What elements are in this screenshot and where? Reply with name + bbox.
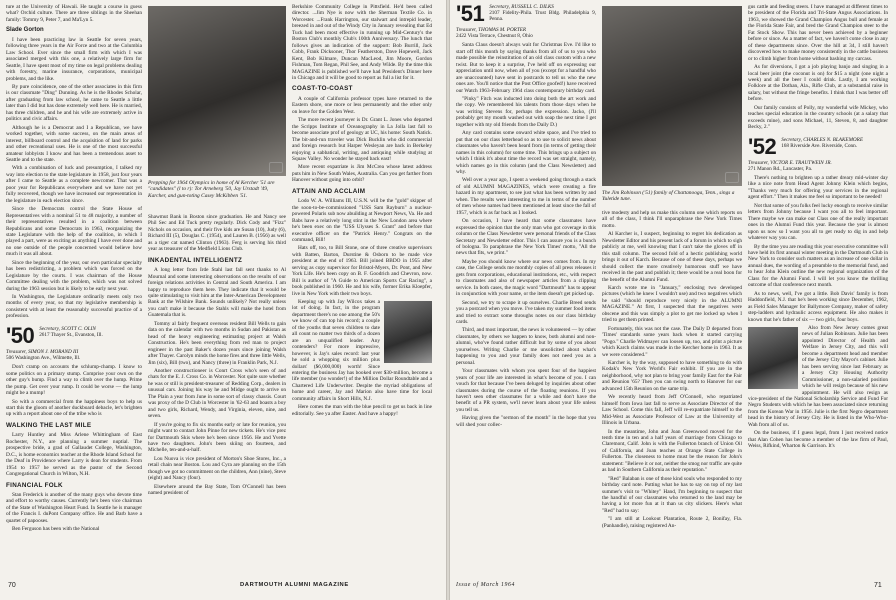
treasurer-address: 2422 Vista Terrace, Chestnut 8, Ohio <box>456 33 533 40</box>
paragraph: I have been practicing law in Seattle for seven years, following three years in the Air Force and two at the Columbia Law School. Ever since the small firm with which I was associated merged with this one, a relatively large firm for Seattle, I have spent most of my time on legal problems dealing with forestry, marine insurance, corporations, municipal problems, and the like. <box>6 36 142 82</box>
section-heading: WALKING THE LAST MILE <box>6 421 92 429</box>
paragraph: Since the beginning of the year, our own particular specialty has been redistricting, a problem which was forced on the Legislature by the courts. I was chairman of the House Committee dealing with the problem, which was not solved during the 1963 session but is likely to be early next year. <box>6 259 142 292</box>
class-officers <box>489 4 596 23</box>
class-year: '52 <box>748 133 777 159</box>
paragraph: Elsewhere around the Bay State, Tom O'Connell has been named president of <box>148 483 286 497</box>
left-page <box>0 0 446 600</box>
section-heading: ATTAIN AND ACCLAIM <box>292 187 366 195</box>
paragraph: Well over a year ago, I spent a weekend going through a stack of old ALUMNI MAGAZINES, which were creating a fire hazard in my apartment, to see just what has been written by and when. The results were interesting to me in terms of the number of men whose names had been mentioned at least since the fall of 1957, which is as far back as I looked. <box>456 177 596 216</box>
secretary: Secretary, SCOTT C. OLIN <box>39 325 96 332</box>
treasurer-address: 506 Washington Ave., Wilmette, Ill. <box>6 355 81 362</box>
robinson-portrait-photo <box>748 327 798 389</box>
paragraph: Stan Frederick is another of the many guys who devote time and effort to worthy causes. Currently he's been vice chairman of the State of Washington Heart Fund. In Seattle he is manager of the Francis I. duPont Company office. He and Barb have a quartet of papooses. <box>6 491 142 524</box>
paragraph: "Pinky" Fitch was inducted into doing both the art work and the copy. We remembered his talents from those days when he was writing Stevens for, perhaps the expression. Jacko, (I'll probably get my mouth washed out with soap the next time I get together with my old friends from the Daily D.) <box>456 96 596 128</box>
paragraph: Berkshire Community College in Pittsfield. He'd been called director. ...Jim Nye is now with the Sherman Textile Co. in Worcester. ...Frank Harrington, our stalwart and intrepid leader, breezed in and out of the Windy City in January revealing that Ed Tuck had been most effective in running up Mid-Century's the Boston Club's monthly Club's 100th Anniversary. The lunch that follows gives an indication of the support: Bob Burrill, Jack Cobb, Frank Dicksoner, Thor Featherston, Dave Hopewell, Jack Kent, Bob Kilmare, Duncan MacLeod, Jim Moore, Gordon Fishman, Tom Regan, Phil See, and Andy Wilde. By the time this MAGAZINE is published we'll have had President's Dinner here in Chicago and it will be good to report as full a list for it. <box>292 4 432 81</box>
secretary-address: 168 Riverside Ave. Riverside, Conn. <box>781 142 858 149</box>
paragraph: Second, we try to scrape it up ourselves. Charlie Breed sends you a postcard when you move. I've taken my summer food items and tried to extract some throughs notes on our class birthday cards. <box>456 299 596 325</box>
paragraph: Having given the "sermon of the month" in the hope that you will shed your collec- <box>456 415 596 428</box>
paragraph: Hats off, too, to Bill Stone, one of three creative supervisors with Batten, Barton, Durstine & Osborn to be made vice president at the end of 1963. Bill joined BBDO in 1955 after serving as copy supervisor for Bristol-Myers, Dr. Pont, and New York Life. He's been copy on B. F. Goodrich and Chevron, now. Bill is author of "A Guide to American Sports Car Racing", a book published in 1960. He and his wife, former Erika Kloepfer, live in New York with their two boys. <box>292 245 432 297</box>
paragraph: We recently heard from Jeff O'Connell, who repatriated himself from Iowa last fall to serve as Associate Director of the Law School. Come this fall, Jeff will re-expatriate himself to the Mid-West as Associate Professor of Law at the University of Illinois in Urbana. <box>602 394 742 427</box>
paragraph: Here comes the man with the blue pencil to get us back in line editorially. See ya after Easter. And have a happy! <box>292 404 432 417</box>
class-header <box>748 133 888 159</box>
paragraph: "Red" Balaban is one of those kind souls who responded to my birthday card note. Putting what he has to say on top of my last summer's visit to "Whitey" Hand, I'm beginning to suspect that the handful of our classmates who returned to the land may be having a lot more fun at it than us city slickers. Here's what "Red" had to say: <box>602 475 742 514</box>
secretary-address: 2107 Fidelity-Phila. Trust Bldg. Philadelphia 9, Penna. <box>489 10 596 23</box>
secretary: Secretary, RUSSELL C. DILKS <box>489 4 554 10</box>
paragraph: A long letter from Irde Stahl last fall sent thanks to Al Mournal and some interesting observations on the results of our foreign relations activities in Central and South America. I am happy to reproduce them here. They indicate that it would be quite stimulating to visit him at the Inter-American Development Bank at the Wilshire Bank. Sounds unlikely? Not really unless you can't make it because the Stahls will make the hotel from Guatemala that is. <box>148 267 286 319</box>
paragraph: Maybe you should know where our news comes from. In my case, the College sends me monthly copies of all press releases it gets from corporations, educational institutions, etc., with respect to classmates and also of newspaper articles from a clipping service. In both cases, the magic word "Dartmouth" has to appear in conjunction with your name, or the item doesn't get picked up. <box>456 258 596 298</box>
paragraph: Keeping up with Jay Wilcox takes a lot of doing. In fact, in the program department there's no one among the 50's we know of can top his record; a couple of the youths that seven children to date all count no matter two thirds of a dozen are an unqualified leader. Any contenders? For more impressive, however, is Jay's sales record: last year he sold a whopping six million plus dollars' ($6,000,000) worth! Since entering the business Jay has booked over $30-million, become a life member (no wonder!) of the Million Dollar Roundtable and a Chartered Life Underwriter. Despite the myriad obligations of home and career, Jay and Marion also have time for local community affairs in Short Hills, N.J. <box>292 299 432 402</box>
paragraph: Also from New Jersey comes great news of Julian Robinson. Julie has been appointed Director of Health and Welfare in Jersey City, and this will become a department head and member of the Jersey City Mayor's cabinet. Julie has been serving since last February as a Jersey City Housing Authority Commissioner, a non-salaried position which he will resign because of his new appointment. He will also resign as vice-president of the National Scholarship Service and Fund For Negro Students with which he has been associated since returning from the Korean War in 1956. Julie is the first Negro department head in the history of Jersey City. He is listed in the Who-Who-Wah from all of us. <box>748 324 888 428</box>
paragraph: Third, and most important, the news is volunteered — by other classmates, by others we happen to know, both alumni and non-alumni, who've found rather difficult but by some of you about yourselves. Writing Charlie or me unsolicited about what's happening to you and your family does not need you as a personal. <box>456 327 596 366</box>
intro-paragraph: ture at the University of Hawaii. He taught a course in guess what? Orchid culture. There are three siblings in the Sheehan family: Tommy 9, Peter 7, and Ma'Lyn 5. <box>6 4 142 23</box>
secretary-address: 2617 Thayer St., Evanston, Ill. <box>39 332 103 339</box>
olympics-photo <box>148 6 286 176</box>
photo-caption: Prepping for 1964 Olympics in home of Al Kercher '51 are "candidates" (l to r): Tor Arneberg '50, Jay Urstadt '49, Karcher, and gun-toting Casey McKibben '51. <box>148 180 275 199</box>
right-column-2 <box>602 210 742 578</box>
treasurer-block <box>6 349 142 361</box>
paragraph: Shawmut Bank in Boston since graduation. He and Nancy see Phil Sec and Ed Tuck pretty regularly. Dick Cody and "Fizz" Nichols on occasion, and their five kids are Susan (10), Judy (6), Richard III (5), Douglas C. (1954), and Lauren B. (1956) as well as a tiger cat named Clinton (1963). Ferg is serving his third year as treasurer of the Medfield Lions Club. <box>148 214 286 253</box>
paragraph: More recent expatriate is Jim McCrea whose latest address puts him in New South Wales, Australia. Can you get farther from Hanover without going into orbit? <box>292 164 432 184</box>
issue-footer: Issue of March 1964 <box>456 582 516 588</box>
paragraph: Not that some of you folks feel lucky enough to receive similar letters from Johnny because I want you all to feel important. There maybe we can make our Class one of the really important ones in the Alumni Fund this year. Because the year is almost upon us now so I want you all to get ready to dig in and help whatever way you can. <box>748 202 888 242</box>
paragraph: Since the Democrats control the State House of Representatives with a nominal 51 to 48 majority, a number of their representatives resulted in a coalition between Republicans and some Democrats in 1963, reorganizing the state Legislature with the help of the coalition, in which I played a part, were as exciting as anything I have ever done and no one outside of the people concerned would believe how much it was all about. <box>6 206 142 258</box>
treasurer: Treasurer, SIMON J. MORAND III <box>6 348 79 355</box>
paragraph: Any card contains some onward white space, and I've tried to put that on our class letterhead so as to use to solicit news about classmates who haven't been heard from (in terms of getting their names in this column) for some time. This brings up a subject on which I think it's about time the record was set straight, namely, which names go in this column (and the Class Newsletter) and why. <box>456 130 596 176</box>
class-header <box>6 322 142 348</box>
class-year: '50 <box>6 322 35 348</box>
page-number: 71 <box>874 582 882 589</box>
paragraph: By the time you are reading this your executive committee will have held its first annual winter meeting in the Dartmouth Club in New York to consider such matters as an increase of one dollar in annual dues, the wording of a preamble to the memorial fund, and to hear John Klein outline the new regional organization of the Class for the Alumni Fund. I will let you know the thrilling outcome of that conference next month. <box>748 243 888 289</box>
left-column-1 <box>6 4 142 580</box>
paragraph: tive modesty and help us make this column one which reports on all of the class, I think I'll unparaphrase the New York Times motto. <box>602 210 742 229</box>
paragraph: Al Karcher is, I suspect, beginning to regret his dedication as Newsletter Editor and his present lack of a forum in which to sigh publicly at me, well knowing that I can't take the gloves off in this stall column. The second fold of a hectic publishing world brings it out of Karch. Because of one of these days, perhaps we should collect the more creatively humorous stuff we have received in the past and publish it; there would be a real boon for the benefit of the Alumni Fund. <box>602 231 742 283</box>
class-officers <box>781 137 863 149</box>
paragraph: Your classmates with whom you spent four of the happiest years of your life are interested in what's become of you. I can vouch for that because I've been deluged by inquiries about other classmates during the course of the floating reunions. If you haven't seen other classmates for a while and don't have the benefit of a PR system, we'll never learn about your life unless you tell us. <box>456 368 596 413</box>
paragraph: A couple of California professor types have returned to the Eastern shore, one more or less permanently and the other only on leave for the Golden West. <box>292 95 432 115</box>
section-heading: COAST-TO-COAST <box>292 85 353 93</box>
paragraph: Karcher is, by the way, supposed to have something to do with Kodak's New York World's Fair exhibit. If you are in the neighborhood, why not plan to bring your family East for the Fair and Reunion '65? Then you can swing north to Hanover for our advanced 15th Reunion on the same trip. <box>602 359 742 392</box>
treasurer-block <box>456 27 596 39</box>
paragraph: Lou Nuova is vice president of Morton's Shoe Stores, Inc., a retail chain near Boston. Lou and Cyra are planning on the 15th though we got no commitment on the children, Ann (nine), Steve (eight) and Nancy (four). <box>148 455 286 482</box>
paragraph: On the business, if I guess legal, from I just received notice that Alan Cohen has become a member of the law firm of Paul, Weiss, Rifkind, Wharton & Garrison. It's <box>748 430 888 450</box>
paragraph: With a combination of luck and presumption, I talked my way into election to the state legislature in 1958, just four years after I came to Seattle as a complete newcomer. That was a poor year for Republicans everywhere and we have not yet fully recovered, though we have increased our representation in the legislature in each election since. <box>6 165 142 204</box>
paragraph: As to news, well, I've got a little. Bob Davis' family is from Haddonfield, N.J. that he's been working since December, 1962, as Field Sales Manager for Ballymore Company, maker of safety step-ladders and hydraulic access equipment. He also makes it known that he's father of six — two girls, four boys. <box>748 290 888 323</box>
treasurer-address: 271 Manon Rd., Lancaster, Pa. <box>748 165 813 172</box>
treasurer: Treasurer, THOMAS M. PORTER <box>456 27 527 33</box>
section-heading: INKADENTAL INTELLIGENTZ <box>148 256 243 264</box>
paragraph: Tommy al fairly frequent overseas resident Bill Wells to gain data on the calendar with two months in Sudan and Pakistan as head of the heavy engineering estimating project at Walsh Construction. He's been everything from red man to project engineer in the past Baker's dozen years since joining Walsh after Thayer. Carolyn minds the home fires and three little Wells, Jim (six), Bill (two), and Nancy (three) in Franklin Park, N.J. <box>148 320 286 366</box>
paragraph: If you're going to fix six months early or late for reunion, you might want to contact John Pinne for new tickets. He's vice prez for Dartmouth Skis where he's been since 1956. He and Yvette have two daughters. John's been skiing on fourteen, and Michelle, ten-and-a-half. <box>148 421 286 454</box>
paragraph: In Washington, the Legislature ordinarily meets only two months of every year, so that my legislative membership is consistent with at least the reasonably successful practice of a profession. <box>6 294 142 320</box>
paragraph: Don't cramp on accounts the schlump-champ. I know to some politics on a primary stump. Comprise your own on the other guy's bump. Find a way to climb over the hump. Prime the pump. Get over your rump. It could be worse — the lump might be a mump! <box>6 364 142 397</box>
paragraph: In the meantime, John and Joan Greenwood moved for the tenth time in ten and a half years of marriage from Chicago to Claremont, Calif. John is with the Fullerton branch of Union Oil of California, and Joan teaches at Orange State College in Fullerton. The closeness to home must be the reason for John's statement: "Believe it or not, neither the smog nor traffic are quite as bad in Southern California as their reputation." <box>602 428 742 474</box>
paragraph: gus cattle and feeding steers. I have managed at different times to be president of the Florida and Tri-State Angus Associations. In 1963, we showed the Grand Champion Angus bull and female at the Florida State Fair, and bred the Grand Champion steer to the Fat Stock Show. This has never been achieved by a beginner before or since. As a matter of fact, we haven't come close in any of these departments since. Over the hill at 34, I still haven't discovered how to make money consistently in the cattle business or to climb higher from home without bashing my carcass. <box>748 4 888 62</box>
wilcox-portrait-photo <box>384 301 432 363</box>
class-year: '51 <box>456 4 485 26</box>
treasurer-block <box>748 160 888 172</box>
subhead: Slade Gorton <box>6 27 44 34</box>
paragraph: On occasion, I have heard that some classmates have expressed the opinion that the only man who got coverage in this column or the Class Newsletter were personal friends of the Class Secretary and Newsletter editor. This I can assure you is a bunch of bologna. To paraphrase the New York Times' motto, "All the news that fits, we print." <box>456 218 596 257</box>
left-column-3 <box>292 4 432 580</box>
treasurer: Treasurer, VICTOR E. TRAUTWEIN JR. <box>748 159 832 166</box>
paragraph: There's nothing to brighten up a rather dreary mid-winter day like a nice note from Head Agent Johnny Klein which begins, "Thanks very much for offering your services in the regional agent effort." Then it makes me feel so important to be needed! <box>748 175 888 201</box>
robinson-family-photo <box>602 6 742 186</box>
photo-caption: The Jim Robinson ('51) family of Chattanooga, Tenn., sings a Yuletide tune. <box>602 190 735 203</box>
right-column-1 <box>456 4 596 580</box>
paragraph: Although he is a Democrat and I a Republican, we have worked together, with some success, on the main areas of interest, billboard control and the acquisition of land for parks and other recreational uses. He is one of the most successful amateur lobbyists I know and has been a tremendous asset to Seattle and to the state. <box>6 124 142 163</box>
paragraph: "I am still at Lookout Plantation, Route 2, Bonifay, Fla. (Panhandle), raising registered An- <box>602 516 742 529</box>
section-heading: FINANCIAL FOLK <box>6 481 63 489</box>
paragraph: The more recent journeyer is Dr. Grant L. Jones who departed the Scripps Institute of Oceanography in La Jolla last fall to become associate prof of geology at UC, his home: South Natick. The bit-and-run traveler was Dick Bucklin who did commercial and foreign research but Harper Wesleyan are back in Berkeley enjoying a sabbatical, writing, and antiquing while studying at Squaw Valley. No wonder he stayed back east! <box>292 117 432 162</box>
class-header <box>456 4 596 24</box>
paragraph: Ben Ferguson has been with the National <box>12 526 100 533</box>
paragraph: Our family consists of Polly, my wonderful wife Mickey, who teaches special education in the country schools (at a salary that exceeds mine), and sons Michael, 11, Steven, 8, and daughter Becky, 2." <box>748 104 888 131</box>
paragraph: As for diversions, I got a job playing banjo and singing in a local beer joint (the coconut is on) for $15 a night (one night a week) and all the beer I could drink. Lastly, I am working Folklore at the Dothan, Ala., Rifle Club, at a substantial raise in salary, but without the fringe benefits. I think that I was better off before. <box>748 64 888 103</box>
class-officers <box>39 326 103 338</box>
right-page <box>450 0 896 600</box>
photo-icon <box>269 162 283 173</box>
paragraph: Santa Claus doesn't always wait for Christmas Eve. I'd like to start off this month by saying thanks from all of us to you who made possible the reinstitution of an old class custom with a new twist. But to keep it a surprise, I've held off on expressing our appreciation until now, when all of you (except for a handful who are unaccounted) have sent in postcards to tell us who the new ones are. You'll notice that the Post Office goofed!) have received our Watch 1963-February 1964 class contemporary birthday card. <box>456 42 596 94</box>
paragraph: Karch wrote me in "January," enclosing two developed pictures (which he knew I wouldn't use) and two negatives which he said "should reproduce very nicely in the ALUMNI MAGAZINE." At first, I suspected that the negatives were obscene and this was simply a plot to get me locked up when I tried to get them printed. <box>602 284 742 324</box>
paragraph: So with a commercial from the happiness boys to help us start this the gloom of another duckboard debacle, let's brighten up with a report about one of the tribe who is <box>6 398 142 418</box>
photo-icon <box>725 172 739 183</box>
paragraph: Another constructioneer is Conrt Cross who's seen of and chats for the E. J. Cross Co. in Worcester. Not quite sure whether he was or still is president-treasurer of Redding Corp., dealers in unusual cars. Joining his way he and Midge ought to arrive on The Plain a year from June in some sort of classy chassis. Court was proxy of the D Club in Worcester in '62-63 and boasts a boy and two girls, Richard, Wendy, and Virginia, eleven, nine, and seven. <box>148 367 286 420</box>
secretary: Secretary, CHARLES N. BLAKEMORE <box>781 136 863 143</box>
paragraph: Larry Huntley and Miss Arlene Whittingham of East Rochester, N.Y., are planning a summer nuptial. The prospective bride, a grad of Gallaudet College, Washington, D.C., is home economics teacher at the Rhode Island School for the Deaf in Providence where Larry is dean for students. From 1954 to 1957 he served as the pastor of the Second Congregational Church in Wilton, N.H. <box>6 432 142 478</box>
paragraph-group <box>6 37 142 320</box>
left-column-2 <box>148 214 286 578</box>
paragraph: Lodo W. A. Williams III, U.S.N. will be the "gold" skipper of the soon-to-be-commissioned "USS Sam Rayburn" a nuclear-powered Polaris sub now abuilding at Newport News, Va. He and Babs have a relatively long stint in the New London area where he's been exec on the "USS Ulysses S. Grant" and before that executive officer on the "Patrick Henry." Congrats on the command, Bill! <box>292 198 432 243</box>
magazine-footer: DARTMOUTH ALUMNI MAGAZINE <box>240 582 349 588</box>
page-number: 70 <box>8 582 16 589</box>
right-column-3 <box>748 4 888 580</box>
paragraph: By pure coincidence, one of the other associates in this firm is our classmate "Ding" Dunning. As he is the Rhodes Scholar, after graduating from law school, he came to Seattle a little later than I did but has done extremely well here. He is married, has three children, and he and his wife are extremely active in politics and civic affairs. <box>6 83 142 123</box>
paragraph: Fortunately, this was not the case. The Daily D departed from 'Times' standards some years back when it started carrying "Pogo." Charlie Widmayer can loosen up, too, and print a picture which Karch claims was made in the Kercher home in 1963. It as we were considered." <box>602 325 742 358</box>
